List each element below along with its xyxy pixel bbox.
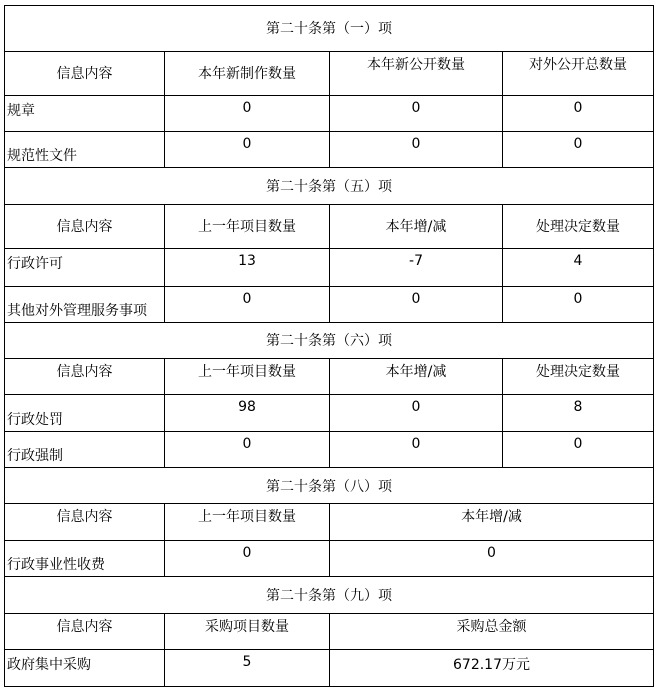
section-title: 第二十条第（九）项 (5, 577, 654, 613)
section-title: 第二十条第（一）项 (5, 6, 654, 52)
table-cell: 0 (165, 286, 330, 322)
column-header: 采购项目数量 (165, 613, 330, 649)
section-title: 第二十条第（五）项 (5, 168, 654, 204)
table-cell: 0 (165, 131, 330, 167)
table-cell: 0 (503, 286, 654, 322)
disclosure-table (4, 5, 653, 687)
table-cell: 0 (165, 540, 330, 576)
column-header: 本年增/减 (330, 504, 654, 540)
column-header: 信息内容 (5, 204, 165, 249)
table-cell: 0 (330, 540, 654, 576)
section-title: 第二十条第（六）项 (5, 323, 654, 358)
column-header: 上一年项目数量 (165, 204, 330, 249)
table-cell: 8 (503, 395, 654, 431)
row-label: 规章 (5, 96, 165, 131)
column-header: 本年增/减 (330, 358, 503, 394)
table-cell: 98 (165, 395, 330, 431)
column-header: 处理决定数量 (503, 358, 654, 394)
row-label: 行政处罚 (5, 395, 165, 431)
table-cell: 5 (165, 650, 330, 687)
row-label: 规范性文件 (5, 131, 165, 167)
column-header: 对外公开总数量 (503, 51, 654, 96)
table-cell: 0 (503, 96, 654, 131)
table-cell: 0 (330, 286, 503, 322)
column-header: 本年新制作数量 (165, 51, 330, 96)
table-cell: -7 (330, 249, 503, 286)
column-header: 信息内容 (5, 613, 165, 649)
column-header: 处理决定数量 (503, 204, 654, 249)
column-header: 信息内容 (5, 51, 165, 96)
table-cell: 0 (503, 131, 654, 167)
table-cell: 0 (330, 131, 503, 167)
table-cell: 672.17万元 (330, 650, 654, 687)
row-label: 其他对外管理服务事项 (5, 286, 165, 322)
row-label: 政府集中采购 (5, 650, 165, 687)
row-label: 行政事业性收费 (5, 540, 165, 576)
section-title: 第二十条第（八）项 (5, 467, 654, 503)
table-cell: 0 (330, 395, 503, 431)
row-label: 行政许可 (5, 249, 165, 286)
column-header: 上一年项目数量 (165, 358, 330, 394)
row-label: 行政强制 (5, 431, 165, 467)
table-cell: 0 (165, 431, 330, 467)
table-cell: 0 (330, 431, 503, 467)
table-cell: 4 (503, 249, 654, 286)
column-header: 上一年项目数量 (165, 504, 330, 540)
column-header: 信息内容 (5, 358, 165, 394)
column-header: 采购总金额 (330, 613, 654, 649)
table-cell: 0 (330, 96, 503, 131)
table-cell: 0 (503, 431, 654, 467)
table-cell: 13 (165, 249, 330, 286)
column-header: 信息内容 (5, 504, 165, 540)
column-header: 本年增/减 (330, 204, 503, 249)
table-cell: 0 (165, 96, 330, 131)
column-header: 本年新公开数量 (330, 51, 503, 96)
